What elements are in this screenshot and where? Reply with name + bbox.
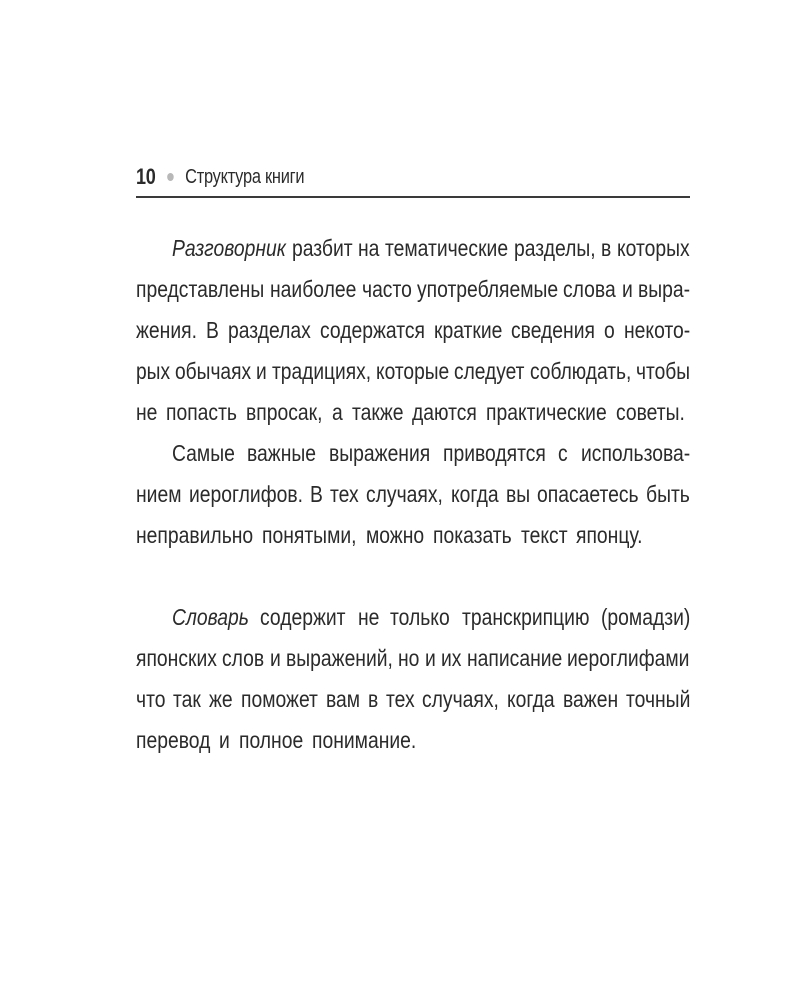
text-line <box>136 679 690 720</box>
word: разделы, <box>513 235 596 261</box>
word: японцу. <box>576 522 643 548</box>
word: и <box>621 276 633 302</box>
paragraph <box>136 597 690 761</box>
italic-term: Словарь <box>172 604 249 630</box>
word: слов <box>222 645 265 671</box>
word: так <box>173 686 202 712</box>
word: на <box>358 235 380 261</box>
word: выра- <box>637 276 690 302</box>
word: а <box>331 399 343 425</box>
word: даются <box>412 399 477 425</box>
word: понятыми, <box>262 522 357 548</box>
word: вам <box>325 686 360 712</box>
section-title: Структура книги <box>185 165 305 188</box>
word: (ромадзи) <box>600 604 690 630</box>
word: в <box>367 686 378 712</box>
word: следует <box>454 358 525 384</box>
word: иероглифов. <box>188 481 303 507</box>
word: важен <box>562 686 618 712</box>
word: и <box>269 645 281 671</box>
header-rule <box>136 196 690 198</box>
text-line <box>136 597 690 638</box>
word: традициях, <box>271 358 371 384</box>
word: опасаетесь <box>537 481 639 507</box>
word: рых <box>136 358 171 384</box>
word: когда <box>507 686 555 712</box>
paragraph-gap <box>136 556 690 597</box>
word: разбит <box>291 235 353 261</box>
word: написание <box>466 645 563 671</box>
book-page <box>136 0 690 1000</box>
word: слова <box>563 276 617 302</box>
word: текст <box>520 522 568 548</box>
italic-term: Разговорник <box>172 235 286 261</box>
word: наиболее <box>269 276 357 302</box>
paragraph <box>136 433 690 556</box>
word: также <box>351 399 404 425</box>
word: обычаях <box>175 358 252 384</box>
word: содержит <box>260 604 346 630</box>
text-line <box>136 433 690 474</box>
bullet-separator-icon <box>167 173 174 181</box>
text-line <box>136 638 690 679</box>
text-line <box>136 269 690 310</box>
body-text <box>136 228 690 761</box>
word: употребляемые <box>416 276 558 302</box>
word: впросак, <box>246 399 323 425</box>
word: которых <box>617 235 690 261</box>
word: содержатся <box>319 317 425 343</box>
word: тематические <box>385 235 509 261</box>
word: часто <box>361 276 412 302</box>
word: иероглифами <box>567 645 690 671</box>
word: точный <box>625 686 690 712</box>
word: В <box>205 317 219 343</box>
word: В <box>310 481 324 507</box>
word: показать <box>432 522 512 548</box>
word: тех <box>330 481 360 507</box>
word: неправильно <box>136 522 254 548</box>
word: практические <box>485 399 607 425</box>
word: важные <box>247 440 317 466</box>
word: полное <box>239 727 304 753</box>
text-line <box>136 474 690 515</box>
word: Самые <box>172 440 235 466</box>
word: соблюдать, <box>529 358 631 384</box>
text-line <box>136 228 690 269</box>
word: о <box>603 317 615 343</box>
paragraph <box>136 228 690 433</box>
word: разделах <box>227 317 311 343</box>
text-line <box>136 392 690 433</box>
word: попасть <box>166 399 238 425</box>
word: перевод <box>136 727 211 753</box>
word: не <box>136 399 158 425</box>
word: и <box>256 358 267 384</box>
word: случаях, <box>422 686 500 712</box>
word: не <box>357 604 379 630</box>
text-line <box>136 310 690 351</box>
word: только <box>390 604 451 630</box>
word: выражения <box>329 440 431 466</box>
word: жения. <box>136 317 197 343</box>
word: в <box>601 235 612 261</box>
text-line <box>136 515 690 556</box>
word: приводятся <box>442 440 546 466</box>
word: краткие <box>433 317 502 343</box>
word: представлены <box>136 276 265 302</box>
word: с <box>558 440 569 466</box>
word: чтобы <box>635 358 690 384</box>
text-line <box>136 351 690 392</box>
word: когда <box>450 481 499 507</box>
word: использова- <box>580 440 690 466</box>
word: транскрипцию <box>461 604 590 630</box>
word: японских <box>136 645 217 671</box>
word: же <box>209 686 233 712</box>
word: быть <box>646 481 690 507</box>
page-number: 10 <box>136 164 156 189</box>
word: что <box>136 686 166 712</box>
word: можно <box>365 522 424 548</box>
word: и <box>424 645 436 671</box>
text-line <box>136 720 690 761</box>
word: случаях, <box>366 481 444 507</box>
word: которые <box>375 358 450 384</box>
word: вы <box>505 481 530 507</box>
word: выражений, <box>285 645 393 671</box>
word: нием <box>136 481 182 507</box>
word: и <box>219 727 231 753</box>
word: тех <box>385 686 415 712</box>
word: сведения <box>510 317 595 343</box>
word: понимание. <box>312 727 417 753</box>
word: но <box>398 645 420 671</box>
word: некото- <box>623 317 690 343</box>
running-head <box>136 160 590 194</box>
word: советы. <box>615 399 685 425</box>
word: их <box>441 645 462 671</box>
word: поможет <box>240 686 318 712</box>
